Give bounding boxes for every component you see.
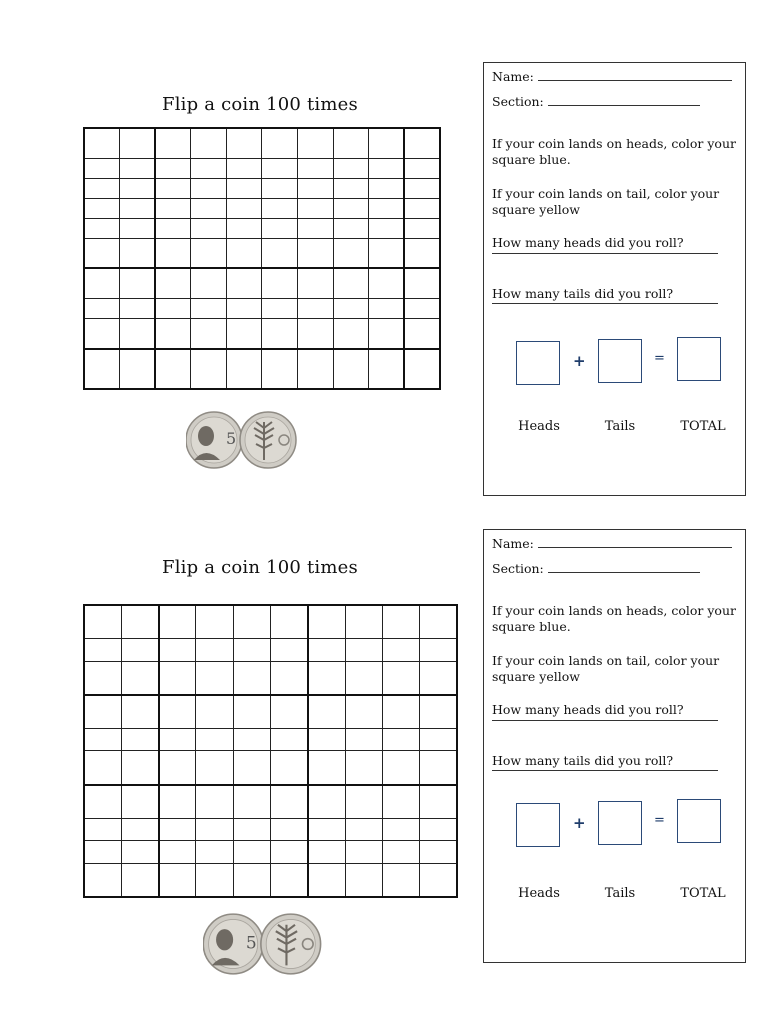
- grid-square[interactable]: [308, 818, 345, 840]
- grid-square[interactable]: [420, 695, 457, 729]
- grid-square[interactable]: [333, 128, 369, 158]
- grid-square[interactable]: [196, 639, 233, 661]
- grid-square[interactable]: [298, 319, 334, 349]
- grid-square[interactable]: [84, 729, 121, 751]
- grid-square[interactable]: [404, 268, 440, 298]
- grid-square[interactable]: [270, 639, 307, 661]
- tails-answer-line[interactable]: [492, 303, 718, 304]
- grid-square[interactable]: [369, 198, 405, 218]
- grid-square[interactable]: [84, 863, 121, 897]
- grid-square[interactable]: [345, 695, 382, 729]
- grid-square[interactable]: [159, 695, 196, 729]
- grid-row: [84, 863, 457, 897]
- grid-square[interactable]: [84, 751, 121, 785]
- grid-square[interactable]: [120, 158, 156, 178]
- grid-square[interactable]: [308, 751, 345, 785]
- grid-square[interactable]: [262, 198, 298, 218]
- grid-square[interactable]: [298, 268, 334, 298]
- grid-row: [84, 178, 440, 198]
- heads-count-box[interactable]: [516, 803, 560, 847]
- grid-square[interactable]: [196, 729, 233, 751]
- equals-sign: =: [654, 351, 665, 366]
- heads-label: Heads: [518, 419, 560, 434]
- grid-square[interactable]: [420, 818, 457, 840]
- coin-flip-grid[interactable]: [83, 604, 458, 898]
- grid-square[interactable]: [191, 268, 227, 298]
- grid-row: [84, 695, 457, 729]
- grid-square[interactable]: [369, 128, 405, 158]
- question-tails: How many tails did you roll?: [492, 753, 674, 768]
- grid-square[interactable]: [196, 605, 233, 639]
- grid-row: [84, 268, 440, 298]
- grid-square[interactable]: [333, 349, 369, 389]
- grid-square[interactable]: [84, 639, 121, 661]
- grid-square[interactable]: [196, 661, 233, 695]
- grid-square[interactable]: [120, 319, 156, 349]
- grid-square[interactable]: [120, 299, 156, 319]
- grid-square[interactable]: [84, 268, 120, 298]
- tails-count-box[interactable]: [598, 801, 642, 845]
- coin-tails-icon: [261, 914, 321, 974]
- grid-square[interactable]: [121, 785, 158, 819]
- grid-square[interactable]: [84, 319, 120, 349]
- grid-square[interactable]: [84, 198, 120, 218]
- grid-square[interactable]: [382, 785, 419, 819]
- coin-heads-icon: [203, 914, 263, 974]
- grid-square[interactable]: [233, 639, 270, 661]
- grid-square[interactable]: [369, 299, 405, 319]
- grid-square[interactable]: [155, 349, 191, 389]
- grid-square[interactable]: [270, 818, 307, 840]
- heads-answer-line[interactable]: [492, 720, 718, 721]
- grid-square[interactable]: [121, 695, 158, 729]
- grid-square[interactable]: [262, 178, 298, 198]
- tails-label: Tails: [604, 886, 636, 901]
- grid-square[interactable]: [420, 785, 457, 819]
- grid-square[interactable]: [298, 238, 334, 268]
- grid-square[interactable]: [369, 238, 405, 268]
- grid-square[interactable]: [308, 841, 345, 863]
- heads-label: Heads: [518, 886, 560, 901]
- name-field[interactable]: [492, 536, 737, 552]
- grid-square[interactable]: [404, 158, 440, 178]
- grid-square[interactable]: [84, 238, 120, 268]
- grid-square[interactable]: [308, 605, 345, 639]
- grid-row: [84, 751, 457, 785]
- grid-square[interactable]: [233, 751, 270, 785]
- grid-square[interactable]: [121, 751, 158, 785]
- section-label: Section:: [492, 561, 544, 576]
- grid-square[interactable]: [420, 605, 457, 639]
- grid-row: [84, 299, 440, 319]
- grid-square[interactable]: [382, 695, 419, 729]
- grid-square[interactable]: [84, 218, 120, 238]
- grid-square[interactable]: [369, 319, 405, 349]
- grid-square[interactable]: [404, 349, 440, 389]
- question-tails: How many tails did you roll?: [492, 286, 674, 301]
- instruction-tails: If your coin lands on tail, color your square yellow: [492, 653, 720, 684]
- grid-square[interactable]: [191, 218, 227, 238]
- grid-square[interactable]: [333, 268, 369, 298]
- grid-square[interactable]: [159, 661, 196, 695]
- grid-row: [84, 349, 440, 389]
- question-heads: How many heads did you roll?: [492, 235, 684, 250]
- grid-square[interactable]: [191, 128, 227, 158]
- name-label: Name:: [492, 536, 534, 551]
- grid-square[interactable]: [382, 751, 419, 785]
- grid-row: [84, 238, 440, 268]
- tails-answer-line[interactable]: [492, 770, 718, 771]
- grid-square[interactable]: [420, 841, 457, 863]
- grid-square[interactable]: [226, 268, 262, 298]
- grid-square[interactable]: [233, 841, 270, 863]
- grid-square[interactable]: [369, 349, 405, 389]
- grid-square[interactable]: [333, 218, 369, 238]
- grid-square[interactable]: [298, 128, 334, 158]
- grid-square[interactable]: [369, 158, 405, 178]
- grid-square[interactable]: [333, 158, 369, 178]
- worksheet-title: Flip a coin 100 times: [162, 94, 358, 115]
- plus-sign: +: [573, 814, 586, 832]
- grid-square[interactable]: [404, 299, 440, 319]
- grid-square[interactable]: [382, 818, 419, 840]
- grid-square[interactable]: [84, 841, 121, 863]
- grid-square[interactable]: [333, 198, 369, 218]
- grid-square[interactable]: [191, 238, 227, 268]
- grid-square[interactable]: [84, 695, 121, 729]
- grid-square[interactable]: [226, 198, 262, 218]
- grid-square[interactable]: [155, 319, 191, 349]
- grid-square[interactable]: [159, 729, 196, 751]
- grid-square[interactable]: [420, 751, 457, 785]
- grid-square[interactable]: [420, 729, 457, 751]
- grid-square[interactable]: [159, 751, 196, 785]
- grid-square[interactable]: [298, 218, 334, 238]
- grid-square[interactable]: [155, 128, 191, 158]
- grid-row: [84, 605, 457, 639]
- plus-sign: +: [573, 352, 586, 370]
- grid-square[interactable]: [298, 299, 334, 319]
- heads-count-box[interactable]: [516, 341, 560, 385]
- instruction-heads: If your coin lands on heads, color your square blue.: [492, 136, 736, 167]
- answer-panel: [483, 62, 746, 496]
- name-label: Name:: [492, 69, 534, 84]
- grid-square[interactable]: [404, 218, 440, 238]
- grid-square[interactable]: [262, 158, 298, 178]
- grid-square[interactable]: [196, 751, 233, 785]
- coin-value-label: 5: [245, 933, 257, 954]
- grid-square[interactable]: [404, 238, 440, 268]
- section-field[interactable]: [492, 561, 737, 577]
- grid-square[interactable]: [155, 218, 191, 238]
- grid-square[interactable]: [159, 605, 196, 639]
- grid-row: [84, 198, 440, 218]
- grid-square[interactable]: [84, 178, 120, 198]
- grid-square[interactable]: [262, 218, 298, 238]
- grid-square[interactable]: [298, 178, 334, 198]
- coin-tails-icon: [240, 412, 296, 468]
- grid-square[interactable]: [382, 605, 419, 639]
- grid-square[interactable]: [84, 605, 121, 639]
- grid-square[interactable]: [262, 299, 298, 319]
- grid-square[interactable]: [270, 729, 307, 751]
- grid-square[interactable]: [226, 319, 262, 349]
- grid-square[interactable]: [120, 198, 156, 218]
- grid-square[interactable]: [308, 695, 345, 729]
- grid-square[interactable]: [159, 863, 196, 897]
- grid-square[interactable]: [308, 661, 345, 695]
- total-label: TOTAL: [680, 886, 726, 901]
- grid-square[interactable]: [191, 178, 227, 198]
- grid-square[interactable]: [121, 841, 158, 863]
- answer-panel: [483, 529, 746, 963]
- grid-row: [84, 818, 457, 840]
- grid-square[interactable]: [308, 639, 345, 661]
- grid-square[interactable]: [345, 751, 382, 785]
- grid-square[interactable]: [333, 319, 369, 349]
- name-blank[interactable]: [538, 536, 732, 548]
- grid-square[interactable]: [191, 349, 227, 389]
- grid-row: [84, 785, 457, 819]
- total-count-box[interactable]: [677, 337, 721, 381]
- grid-row: [84, 128, 440, 158]
- grid-square[interactable]: [382, 729, 419, 751]
- grid-square[interactable]: [84, 349, 120, 389]
- section-blank[interactable]: [548, 94, 700, 106]
- grid-square[interactable]: [121, 661, 158, 695]
- grid-square[interactable]: [120, 128, 156, 158]
- grid-square[interactable]: [270, 785, 307, 819]
- grid-square[interactable]: [155, 299, 191, 319]
- grid-row: [84, 158, 440, 178]
- grid-square[interactable]: [84, 661, 121, 695]
- grid-square[interactable]: [226, 299, 262, 319]
- instruction-tails: If your coin lands on tail, color your square yellow: [492, 186, 720, 217]
- grid-square[interactable]: [270, 695, 307, 729]
- grid-square[interactable]: [159, 639, 196, 661]
- grid-row: [84, 319, 440, 349]
- grid-square[interactable]: [404, 319, 440, 349]
- grid-square[interactable]: [196, 863, 233, 897]
- grid-square[interactable]: [233, 818, 270, 840]
- grid-square[interactable]: [121, 729, 158, 751]
- coin-heads-icon: [186, 412, 242, 468]
- grid-square[interactable]: [298, 198, 334, 218]
- grid-square[interactable]: [420, 639, 457, 661]
- grid-square[interactable]: [84, 785, 121, 819]
- grid-square[interactable]: [191, 299, 227, 319]
- grid-square[interactable]: [233, 785, 270, 819]
- grid-square[interactable]: [420, 863, 457, 897]
- grid-square[interactable]: [196, 695, 233, 729]
- heads-answer-line[interactable]: [492, 253, 718, 254]
- total-label: TOTAL: [680, 419, 726, 434]
- grid-square[interactable]: [155, 158, 191, 178]
- grid-square[interactable]: [420, 661, 457, 695]
- grid-square[interactable]: [226, 128, 262, 158]
- grid-square[interactable]: [159, 841, 196, 863]
- grid-square[interactable]: [196, 785, 233, 819]
- grid-square[interactable]: [345, 729, 382, 751]
- grid-square[interactable]: [121, 639, 158, 661]
- instruction-heads: If your coin lands on heads, color your square blue.: [492, 603, 736, 634]
- grid-square[interactable]: [270, 841, 307, 863]
- question-heads: How many heads did you roll?: [492, 702, 684, 717]
- name-field[interactable]: [492, 69, 737, 85]
- equals-sign: =: [654, 813, 665, 828]
- grid-square[interactable]: [382, 639, 419, 661]
- grid-square[interactable]: [270, 751, 307, 785]
- total-count-box[interactable]: [677, 799, 721, 843]
- grid-square[interactable]: [262, 238, 298, 268]
- grid-square[interactable]: [233, 695, 270, 729]
- tails-count-box[interactable]: [598, 339, 642, 383]
- grid-square[interactable]: [308, 785, 345, 819]
- grid-square[interactable]: [308, 729, 345, 751]
- grid-square[interactable]: [404, 178, 440, 198]
- grid-square[interactable]: [345, 841, 382, 863]
- grid-row: [84, 661, 457, 695]
- grid-square[interactable]: [345, 785, 382, 819]
- grid-square[interactable]: [159, 785, 196, 819]
- grid-square[interactable]: [270, 863, 307, 897]
- grid-square[interactable]: [121, 605, 158, 639]
- grid-square[interactable]: [120, 178, 156, 198]
- grid-square[interactable]: [155, 178, 191, 198]
- grid-square[interactable]: [345, 863, 382, 897]
- grid-square[interactable]: [262, 349, 298, 389]
- grid-square[interactable]: [191, 198, 227, 218]
- grid-square[interactable]: [233, 729, 270, 751]
- grid-square[interactable]: [84, 299, 120, 319]
- name-blank[interactable]: [538, 69, 732, 81]
- grid-square[interactable]: [191, 319, 227, 349]
- grid-row: [84, 218, 440, 238]
- grid-square[interactable]: [155, 198, 191, 218]
- section-field[interactable]: [492, 94, 737, 110]
- grid-square[interactable]: [262, 319, 298, 349]
- grid-square[interactable]: [121, 863, 158, 897]
- grid-square[interactable]: [382, 661, 419, 695]
- grid-square[interactable]: [155, 268, 191, 298]
- grid-square[interactable]: [345, 639, 382, 661]
- worksheet-title: Flip a coin 100 times: [162, 557, 358, 578]
- coin-flip-grid[interactable]: [83, 127, 441, 390]
- grid-square[interactable]: [262, 268, 298, 298]
- grid-square[interactable]: [333, 238, 369, 268]
- coins-illustration: [186, 410, 298, 470]
- section-blank[interactable]: [548, 561, 700, 573]
- grid-square[interactable]: [84, 128, 120, 158]
- coin-value-label: 5: [226, 429, 237, 448]
- grid-square[interactable]: [226, 349, 262, 389]
- grid-square[interactable]: [369, 268, 405, 298]
- grid-square[interactable]: [369, 178, 405, 198]
- grid-square[interactable]: [345, 661, 382, 695]
- grid-square[interactable]: [270, 661, 307, 695]
- grid-square[interactable]: [382, 863, 419, 897]
- grid-square[interactable]: [159, 818, 196, 840]
- grid-square[interactable]: [308, 863, 345, 897]
- grid-square[interactable]: [226, 158, 262, 178]
- grid-square[interactable]: [196, 841, 233, 863]
- grid-square[interactable]: [121, 818, 158, 840]
- grid-square[interactable]: [120, 238, 156, 268]
- grid-square[interactable]: [404, 128, 440, 158]
- grid-square[interactable]: [298, 158, 334, 178]
- grid-row: [84, 639, 457, 661]
- grid-square[interactable]: [404, 198, 440, 218]
- grid-square[interactable]: [120, 349, 156, 389]
- grid-square[interactable]: [333, 178, 369, 198]
- grid-square[interactable]: [233, 605, 270, 639]
- grid-square[interactable]: [120, 268, 156, 298]
- grid-square[interactable]: [226, 218, 262, 238]
- grid-square[interactable]: [84, 158, 120, 178]
- grid-square[interactable]: [155, 238, 191, 268]
- grid-square[interactable]: [369, 218, 405, 238]
- section-label: Section:: [492, 94, 544, 109]
- grid-square[interactable]: [233, 863, 270, 897]
- grid-square[interactable]: [345, 818, 382, 840]
- grid-square[interactable]: [226, 178, 262, 198]
- tails-label: Tails: [604, 419, 636, 434]
- grid-square[interactable]: [298, 349, 334, 389]
- grid-square[interactable]: [196, 818, 233, 840]
- grid-square[interactable]: [84, 818, 121, 840]
- coins-illustration: [203, 912, 323, 976]
- grid-square[interactable]: [333, 299, 369, 319]
- grid-square[interactable]: [270, 605, 307, 639]
- grid-square[interactable]: [233, 661, 270, 695]
- grid-square[interactable]: [262, 128, 298, 158]
- grid-row: [84, 729, 457, 751]
- grid-square[interactable]: [191, 158, 227, 178]
- grid-square[interactable]: [120, 218, 156, 238]
- grid-row: [84, 841, 457, 863]
- grid-square[interactable]: [226, 238, 262, 268]
- grid-square[interactable]: [345, 605, 382, 639]
- grid-square[interactable]: [382, 841, 419, 863]
